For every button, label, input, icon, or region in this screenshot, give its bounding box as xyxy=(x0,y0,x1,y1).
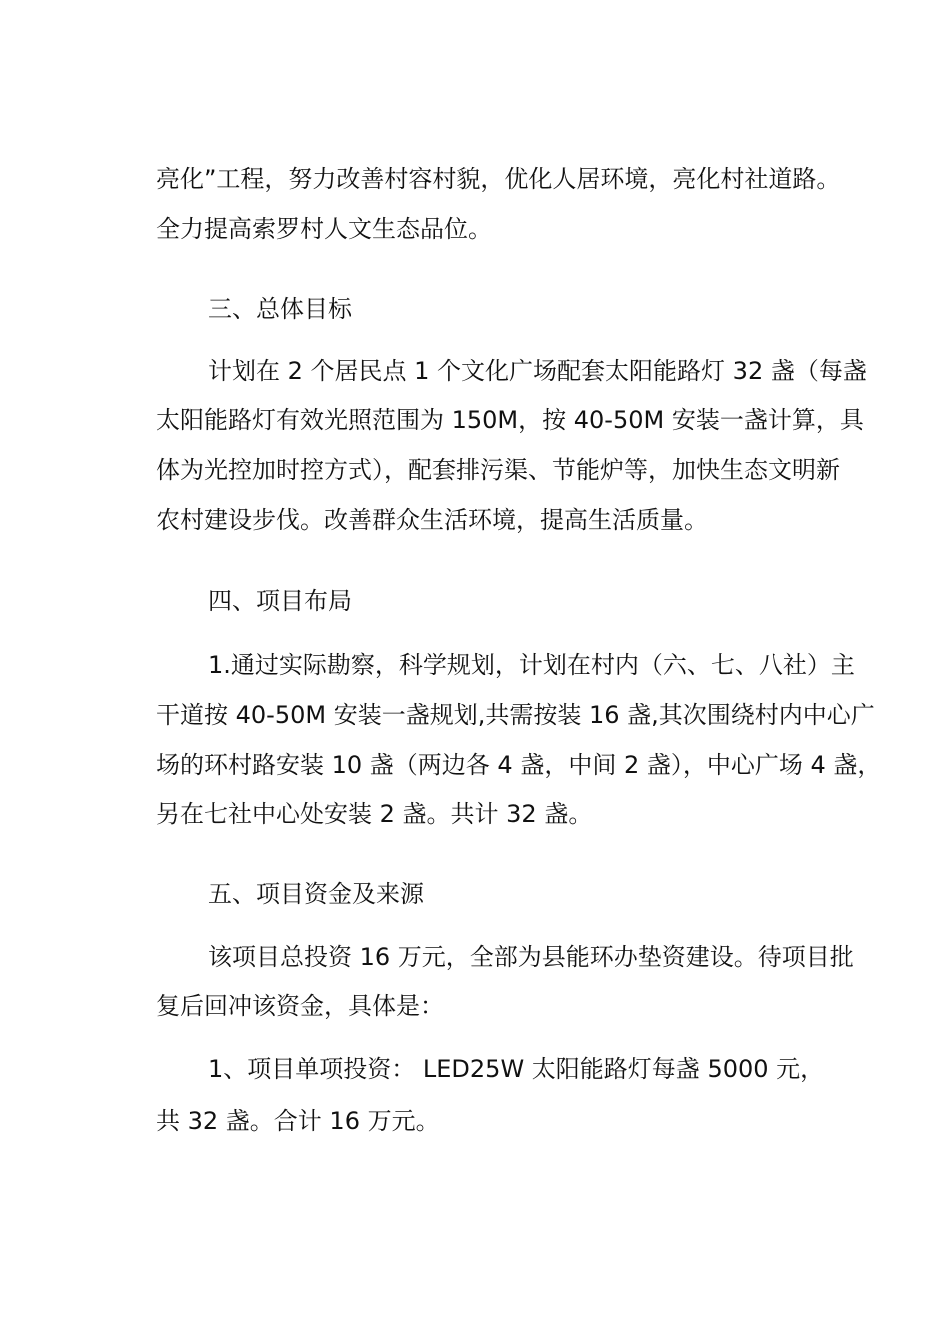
paragraph-line: 1、项目单项投资： LED25W 太阳能路灯每盏 5000 元， xyxy=(208,1055,825,1083)
section-heading-project-layout: 四、项目布局 xyxy=(208,587,352,615)
paragraph-line: 该项目总投资 16 万元，全部为县能环办垫资建设。待项目批 xyxy=(208,943,854,971)
paragraph-line: 场的环村路安装 10 盏（两边各 4 盏，中间 2 盏），中心广场 4 盏， xyxy=(156,751,882,779)
paragraph-line: 体为光控加时控方式），配套排污渠、节能炉等，加快生态文明新 xyxy=(156,456,840,484)
paragraph-line: 计划在 2 个居民点 1 个文化广场配套太阳能路灯 32 盏（每盏 xyxy=(208,357,867,385)
paragraph-line: 干道按 40-50M 安装一盏规划,共需按装 16 盏,其次围绕村内中心广 xyxy=(156,701,875,729)
paragraph-line: 亮化”工程，努力改善村容村貌，优化人居环境，亮化村社道路。 xyxy=(156,165,841,193)
paragraph-line: 农村建设步伐。改善群众生活环境，提高生活质量。 xyxy=(156,506,708,534)
paragraph-line: 全力提高索罗村人文生态品位。 xyxy=(156,215,492,243)
section-heading-funding: 五、项目资金及来源 xyxy=(208,880,424,908)
paragraph-line: 复后回冲该资金，具体是： xyxy=(156,992,444,1020)
paragraph-line: 共 32 盏。合计 16 万元。 xyxy=(156,1107,440,1135)
paragraph-line: 太阳能路灯有效光照范围为 150M，按 40-50M 安装一盏计算，具 xyxy=(156,406,864,434)
paragraph-line: 1.通过实际勘察，科学规划，计划在村内（六、七、八社）主 xyxy=(208,651,855,679)
section-heading-overall-goal: 三、总体目标 xyxy=(208,295,352,323)
paragraph-line: 另在七社中心处安装 2 盏。共计 32 盏。 xyxy=(156,800,593,828)
